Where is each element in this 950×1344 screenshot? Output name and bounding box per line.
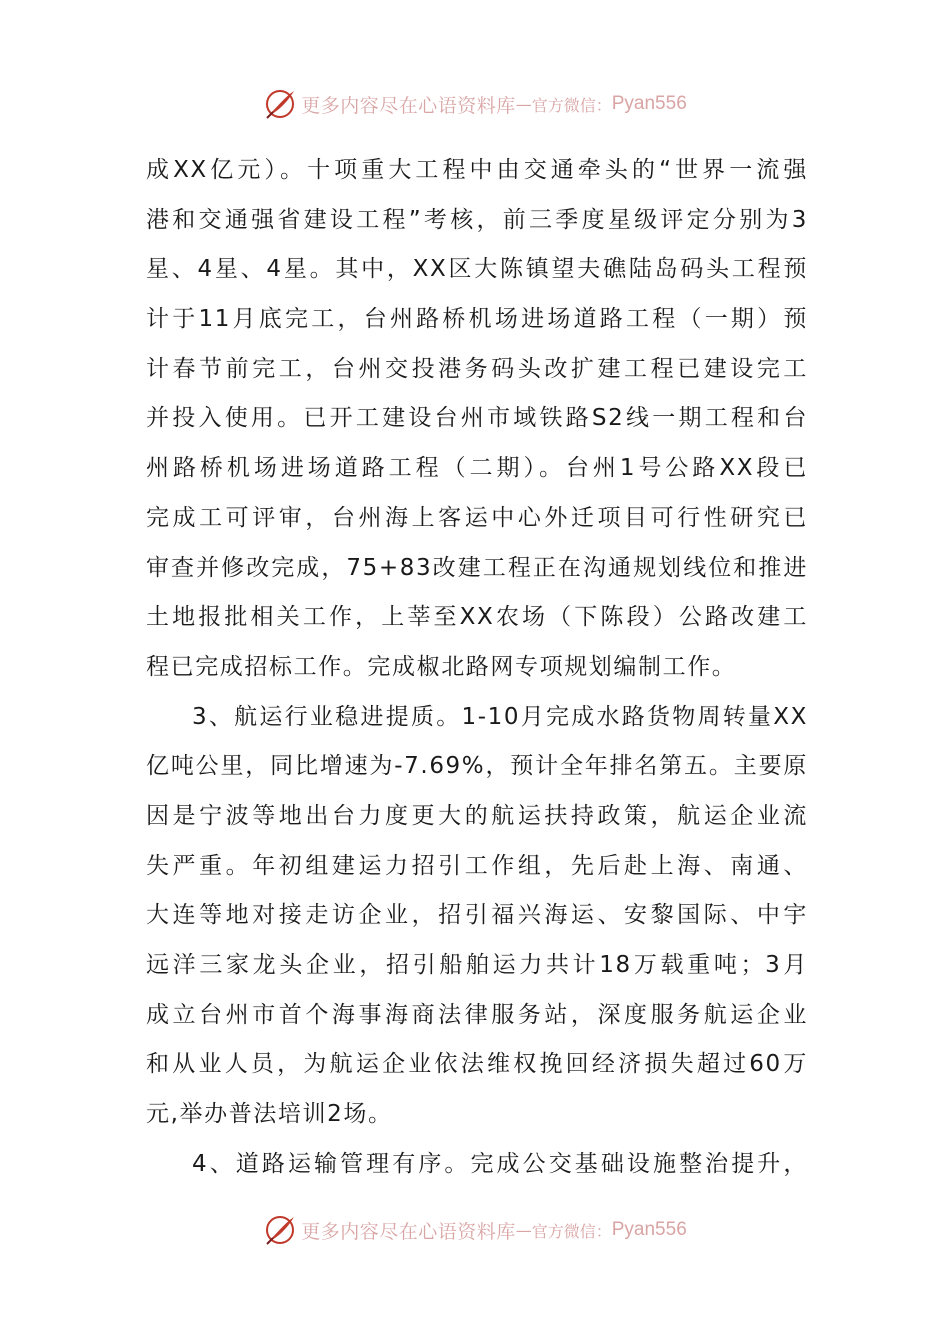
quill-logo-icon bbox=[263, 1213, 297, 1247]
text-line: 远洋三家龙头企业，招引船舶运力共计18万载重吨；3月 bbox=[146, 952, 808, 978]
text-line: 星、4星、4星。其中，XX区大陈镇望夫礁陆岛码头工程预 bbox=[146, 256, 808, 283]
text-line: 完成工可评审，台州海上客运中心外迁项目可行性研究已 bbox=[146, 504, 808, 531]
text-line: 亿吨公里，同比增速为-7.69%，预计全年排名第五。主要原 bbox=[146, 753, 808, 780]
text-line: 并投入使用。已开工建设台州市域铁路S2线一期工程和台 bbox=[146, 405, 808, 432]
watermark-text: 更多内容尽在心语资料库 bbox=[301, 1220, 516, 1243]
header-watermark bbox=[0, 82, 950, 126]
text-line: 因是宁波等地出台力度更大的航运扶持政策，航运企业流 bbox=[146, 802, 808, 829]
footer-watermark bbox=[0, 1208, 950, 1252]
watermark-dash: — bbox=[515, 1220, 532, 1240]
text-line: 成立台州市首个海事海商法律服务站，深度服务航运企业 bbox=[146, 1001, 808, 1028]
watermark-label: 官方微信： bbox=[531, 95, 612, 115]
text-line: 计春节前完工，台州交投港务码头改扩建工程已建设完工 bbox=[146, 355, 808, 382]
watermark-label: 官方微信： bbox=[531, 1221, 612, 1241]
text-line: 失严重。年初组建运力招引工作组，先后赴上海、南通、 bbox=[146, 852, 808, 879]
text-line: 土地报批相关工作，上莘至XX农场（下陈段）公路改建工 bbox=[146, 604, 808, 631]
document-body bbox=[146, 146, 808, 1189]
watermark-dash: — bbox=[515, 94, 532, 114]
watermark-wechat-id: Pyan556 bbox=[611, 1219, 687, 1240]
text-line: 成XX亿元）。十项重大工程中由交通牵头的“世界一流强 bbox=[146, 157, 808, 183]
quill-logo-icon bbox=[263, 87, 297, 121]
paragraph-heading-4: 4、道路运输管理有序。完成公交基础设施整治提升， bbox=[192, 1150, 808, 1177]
text-line: 计于11月底完工，台州路桥机场进场道路工程（一期）预 bbox=[146, 306, 808, 333]
text-line: 港和交通强省建设工程”考核，前三季度星级评定分别为3 bbox=[146, 206, 808, 233]
text-line: 和从业人员，为航运企业依法维权挽回经济损失超过60万 bbox=[146, 1051, 808, 1078]
text-line: 大连等地对接走访企业，招引福兴海运、安黎国际、中宇 bbox=[146, 902, 808, 929]
watermark-text: 更多内容尽在心语资料库 bbox=[301, 94, 516, 117]
watermark-wechat-id: Pyan556 bbox=[611, 93, 687, 114]
text-line: 元,举办普法培训2场。 bbox=[146, 1101, 393, 1128]
text-line: 程已完成招标工作。完成椒北路网专项规划编制工作。 bbox=[146, 653, 737, 680]
paragraph-heading-3: 3、航运行业稳进提质。1-10月完成水路货物周转量XX bbox=[192, 703, 808, 730]
text-line: 审查并修改完成，75+83改建工程正在沟通规划线位和推进 bbox=[146, 554, 808, 581]
text-line: 州路桥机场进场道路工程（二期）。台州1号公路XX段已 bbox=[146, 455, 808, 482]
